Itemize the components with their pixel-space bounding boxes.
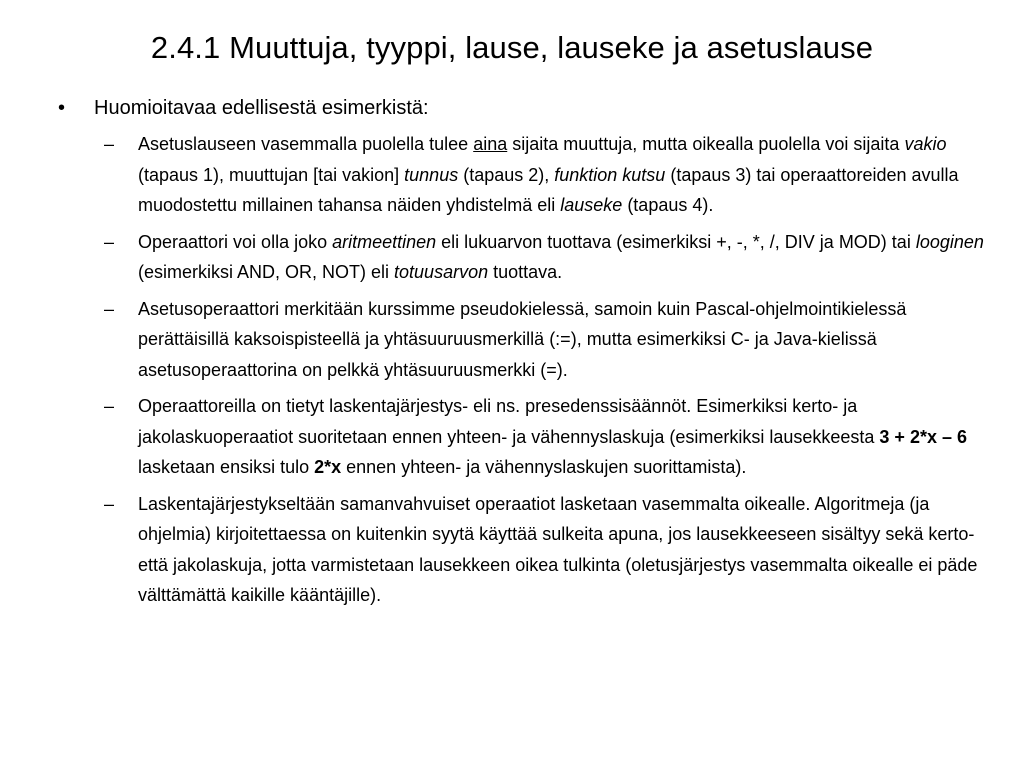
text-segment: aritmeettinen <box>332 231 437 252</box>
sub-bullet-item <box>58 294 988 386</box>
sub-bullet-text <box>138 299 911 380</box>
sub-bullet-text <box>138 494 982 606</box>
sub-bullet-text <box>138 134 964 215</box>
text-segment: (tapaus 2), <box>458 164 555 185</box>
sub-bullet-list <box>58 129 988 611</box>
text-segment: Asetuslauseen vasemmalla puolella tulee <box>138 134 474 154</box>
sub-bullet-marker: – <box>104 493 115 514</box>
bullet-text: Huomioitavaa edellisestä esimerkistä: <box>94 97 429 119</box>
bullet-marker: • <box>58 97 66 119</box>
text-segment: lasketaan ensiksi tulo <box>138 426 973 477</box>
sub-bullet-item <box>58 391 988 483</box>
text-segment: funktion kutsu <box>554 164 666 185</box>
text-segment: vakio <box>904 134 947 154</box>
text-segment: tunnus <box>404 164 459 185</box>
text-segment: looginen <box>915 231 984 252</box>
text-segment: tuottava. <box>488 262 563 282</box>
text-segment: lauseke <box>560 195 623 215</box>
text-segment: (tapaus 1), muuttujan [tai vakion] <box>138 134 952 185</box>
text-segment: aina <box>473 134 508 154</box>
text-segment: Operaattori voi olla joko <box>138 231 333 252</box>
sub-bullet-item <box>58 129 988 221</box>
sub-bullet-marker: – <box>104 134 115 154</box>
text-segment: (esimerkiksi AND, OR, NOT) eli <box>138 231 989 282</box>
text-segment: (tapaus 3) tai operaattoreiden avulla muodostettu millainen tahansa näiden yhdistelmä eli <box>138 164 964 215</box>
sub-bullet-text <box>138 396 972 477</box>
slide-body <box>58 93 988 617</box>
sub-bullet-marker: – <box>104 231 115 252</box>
text-segment: 2*x <box>314 457 342 477</box>
text-segment: 3 + 2*x – 6 <box>879 426 967 447</box>
bullet-item <box>58 93 988 123</box>
sub-bullet-item <box>58 227 988 288</box>
text-segment: Asetusoperaattori merkitään kurssimme pseudokielessä, samoin kuin Pascal-ohjelmointikielessä perättäisillä kaksoispisteellä ja yhtäsuuruusmerkillä (:=), mutta esimerkiksi C- ja Java-kielissä asetusoperaattorina on pelkkä yhtäsuuruusmerkki (=). <box>138 298 912 380</box>
slide-title: 2.4.1 Muuttuja, tyyppi, lause, lauseke ja asetuslause <box>150 30 874 65</box>
text-segment: Operaattoreilla on tietyt laskentajärjestys- eli ns. presedenssisäännöt. Esimerkiksi kerto- ja jakolaskuoperaatiot suoritetaan ennen yhteen- ja vähennyslaskuja (esimerkiksi lausekkeesta <box>138 396 880 447</box>
text-segment: (tapaus 4). <box>622 195 714 215</box>
text-segment: sijaita muuttuja, mutta oikealla puolella voi sijaita <box>507 134 905 154</box>
sub-bullet-text <box>138 232 989 283</box>
text-segment: ennen yhteen- ja vähennyslaskujen suorittamista). <box>341 457 747 477</box>
sub-bullet-marker: – <box>104 396 115 416</box>
text-segment: totuusarvon <box>394 262 489 282</box>
sub-bullet-item <box>58 489 988 611</box>
text-segment: eli lukuarvon tuottava (esimerkiksi +, -, *, /, DIV ja MOD) tai <box>436 231 916 252</box>
text-segment: Laskentajärjestykseltään samanvahvuiset operaatiot lasketaan vasemmalta oikealle. Algoritmeja (ja ohjelmia) kirjoitettaessa on kuitenkin syytä käyttää sulkeita apuna, jos lausekkeeseen sisältyy sekä kerto- että jakolaskuja, jotta varmistetaan lausekkeen oikea tulkinta (oletusjärjestys vasemmalta oikealle ei päde välttämättä kaikille kääntäjille). <box>138 493 983 605</box>
sub-bullet-marker: – <box>104 298 115 319</box>
